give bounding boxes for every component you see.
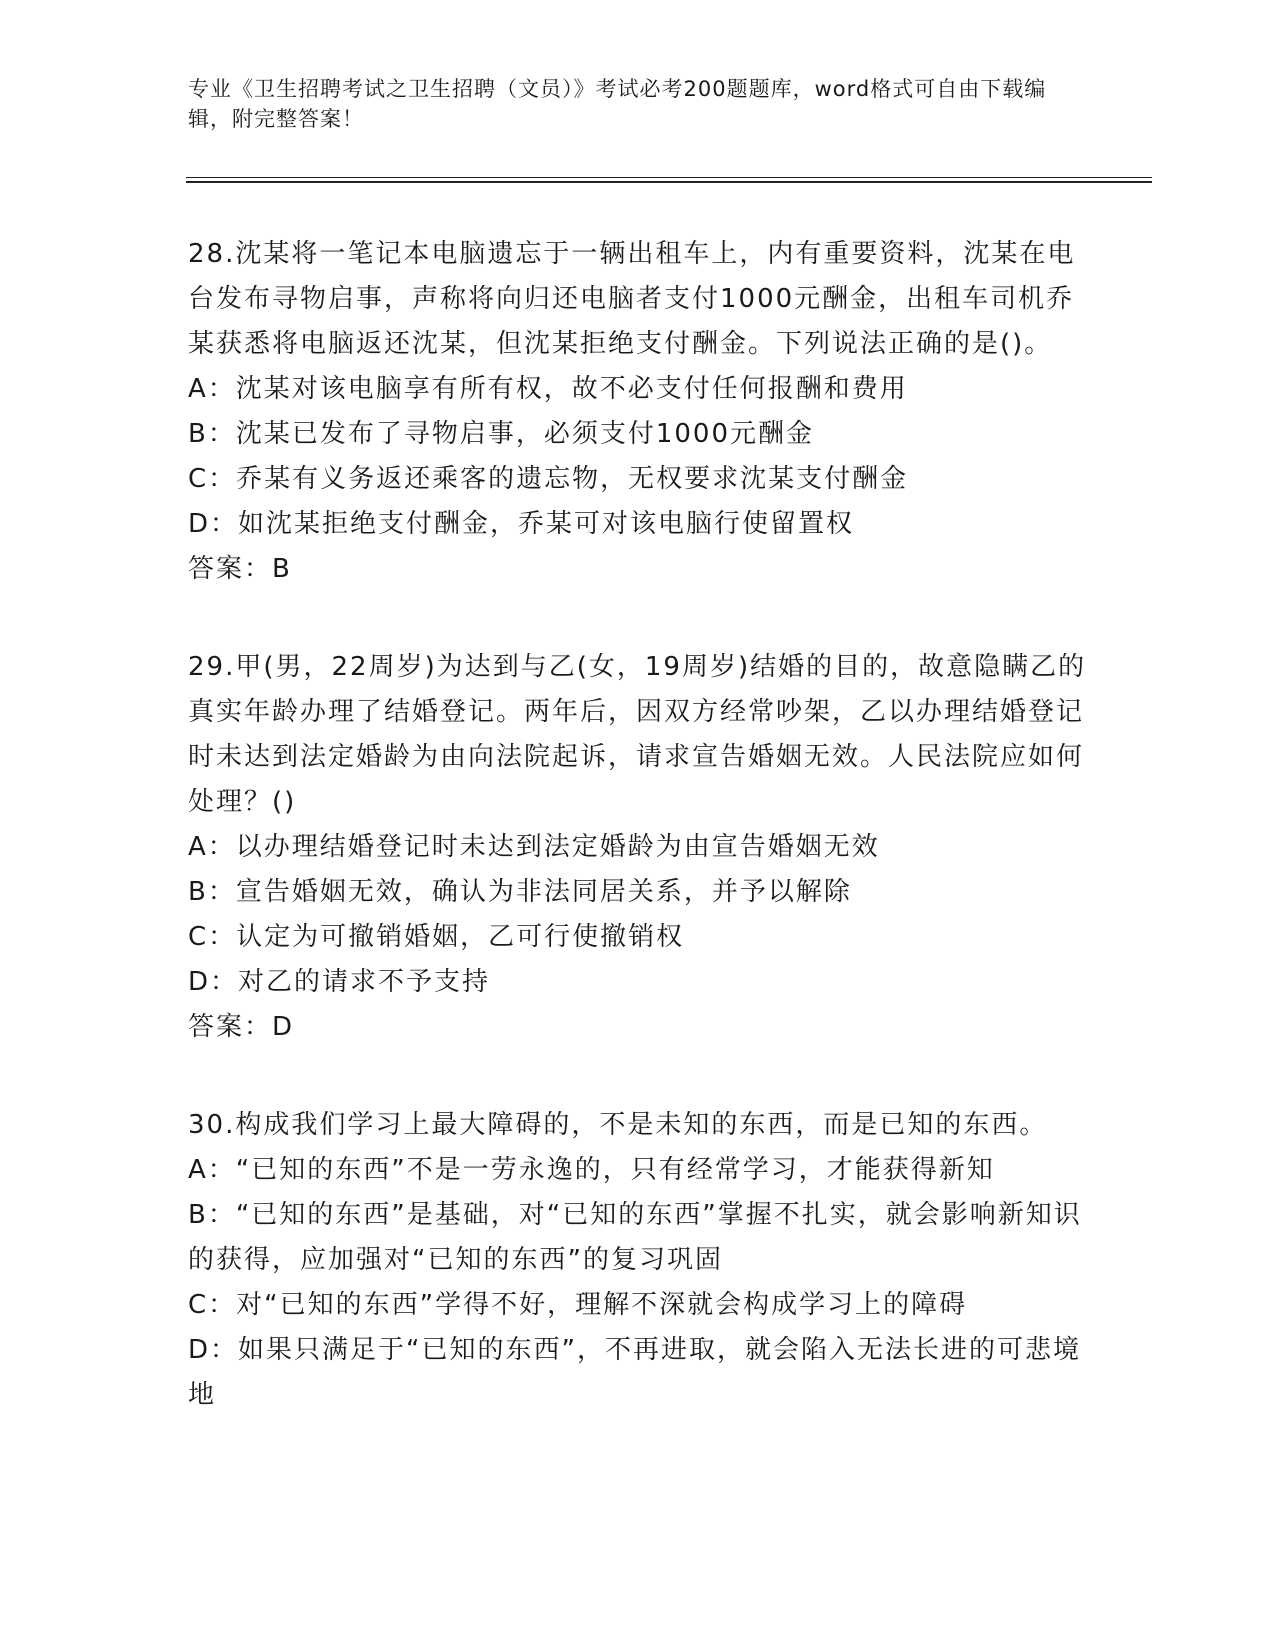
question-stem: 29.甲(男，22周岁)为达到与乙(女，19周岁)结婚的目的，故意隐瞒乙的真实年龄办理了结婚登记。两年后，因双方经常吵架，乙以办理结婚登记时未达到法定婚龄为由向法院起诉，请求宣告婚姻无效。人民法院应如何处理？()	[188, 652, 1087, 817]
option-c: C：对“已知的东西”学得不好，理解不深就会构成学习上的障碍	[188, 1290, 968, 1320]
option-a: A：沈某对该电脑享有所有权，故不必支付任何报酬和费用	[188, 374, 908, 404]
option-a: A：以办理结婚登记时未达到法定婚龄为由宣告婚姻无效	[188, 832, 880, 862]
option-d: D：对乙的请求不予支持	[188, 967, 491, 997]
option-b: B：“已知的东西”是基础，对“已知的东西”掌握不扎实，就会影响新知识的获得，应加强对“已知的东西”的复习巩固	[188, 1200, 1082, 1275]
option-c: C：乔某有义务返还乘客的遗忘物，无权要求沈某支付酬金	[188, 464, 909, 494]
question-stem: 30.构成我们学习上最大障碍的，不是未知的东西，而是已知的东西。	[188, 1110, 1048, 1140]
option-b: B：沈某已发布了寻物启事，必须支付1000元酬金	[188, 419, 815, 449]
question-28	[188, 232, 1088, 592]
document-header	[188, 74, 1068, 134]
question-30	[188, 1103, 1088, 1418]
header-divider-top	[186, 177, 1152, 178]
option-a: A：“已知的东西”不是一劳永逸的，只有经常学习，才能获得新知	[188, 1155, 995, 1185]
answer-label: 答案：	[188, 1012, 273, 1042]
option-d: D：如沈某拒绝支付酬金，乔某可对该电脑行使留置权	[188, 509, 855, 539]
option-d: D：如果只满足于“已知的东西”，不再进取，就会陷入无法长进的可悲境地	[188, 1335, 1081, 1410]
header-text: 专业《卫生招聘考试之卫生招聘（文员）》考试必考200题题库，word格式可自由下载编辑，附完整答案！	[188, 77, 1047, 131]
question-list	[188, 232, 1088, 1471]
answer-value: D	[272, 1012, 295, 1042]
answer-line	[188, 1005, 1088, 1050]
answer-line	[188, 547, 1088, 592]
answer-label: 答案：	[188, 554, 273, 584]
question-29	[188, 645, 1088, 1050]
answer-value: B	[272, 554, 292, 584]
option-b: B：宣告婚姻无效，确认为非法同居关系，并予以解除	[188, 877, 852, 907]
option-c: C：认定为可撤销婚姻，乙可行使撤销权	[188, 922, 685, 952]
question-stem: 28.沈某将一笔记本电脑遗忘于一辆出租车上，内有重要资料，沈某在电台发布寻物启事，声称将向归还电脑者支付1000元酬金，出租车司机乔某获悉将电脑返还沈某，但沈某拒绝支付酬金。下列说法正确的是()。	[188, 239, 1076, 359]
header-divider-bottom	[186, 181, 1152, 183]
